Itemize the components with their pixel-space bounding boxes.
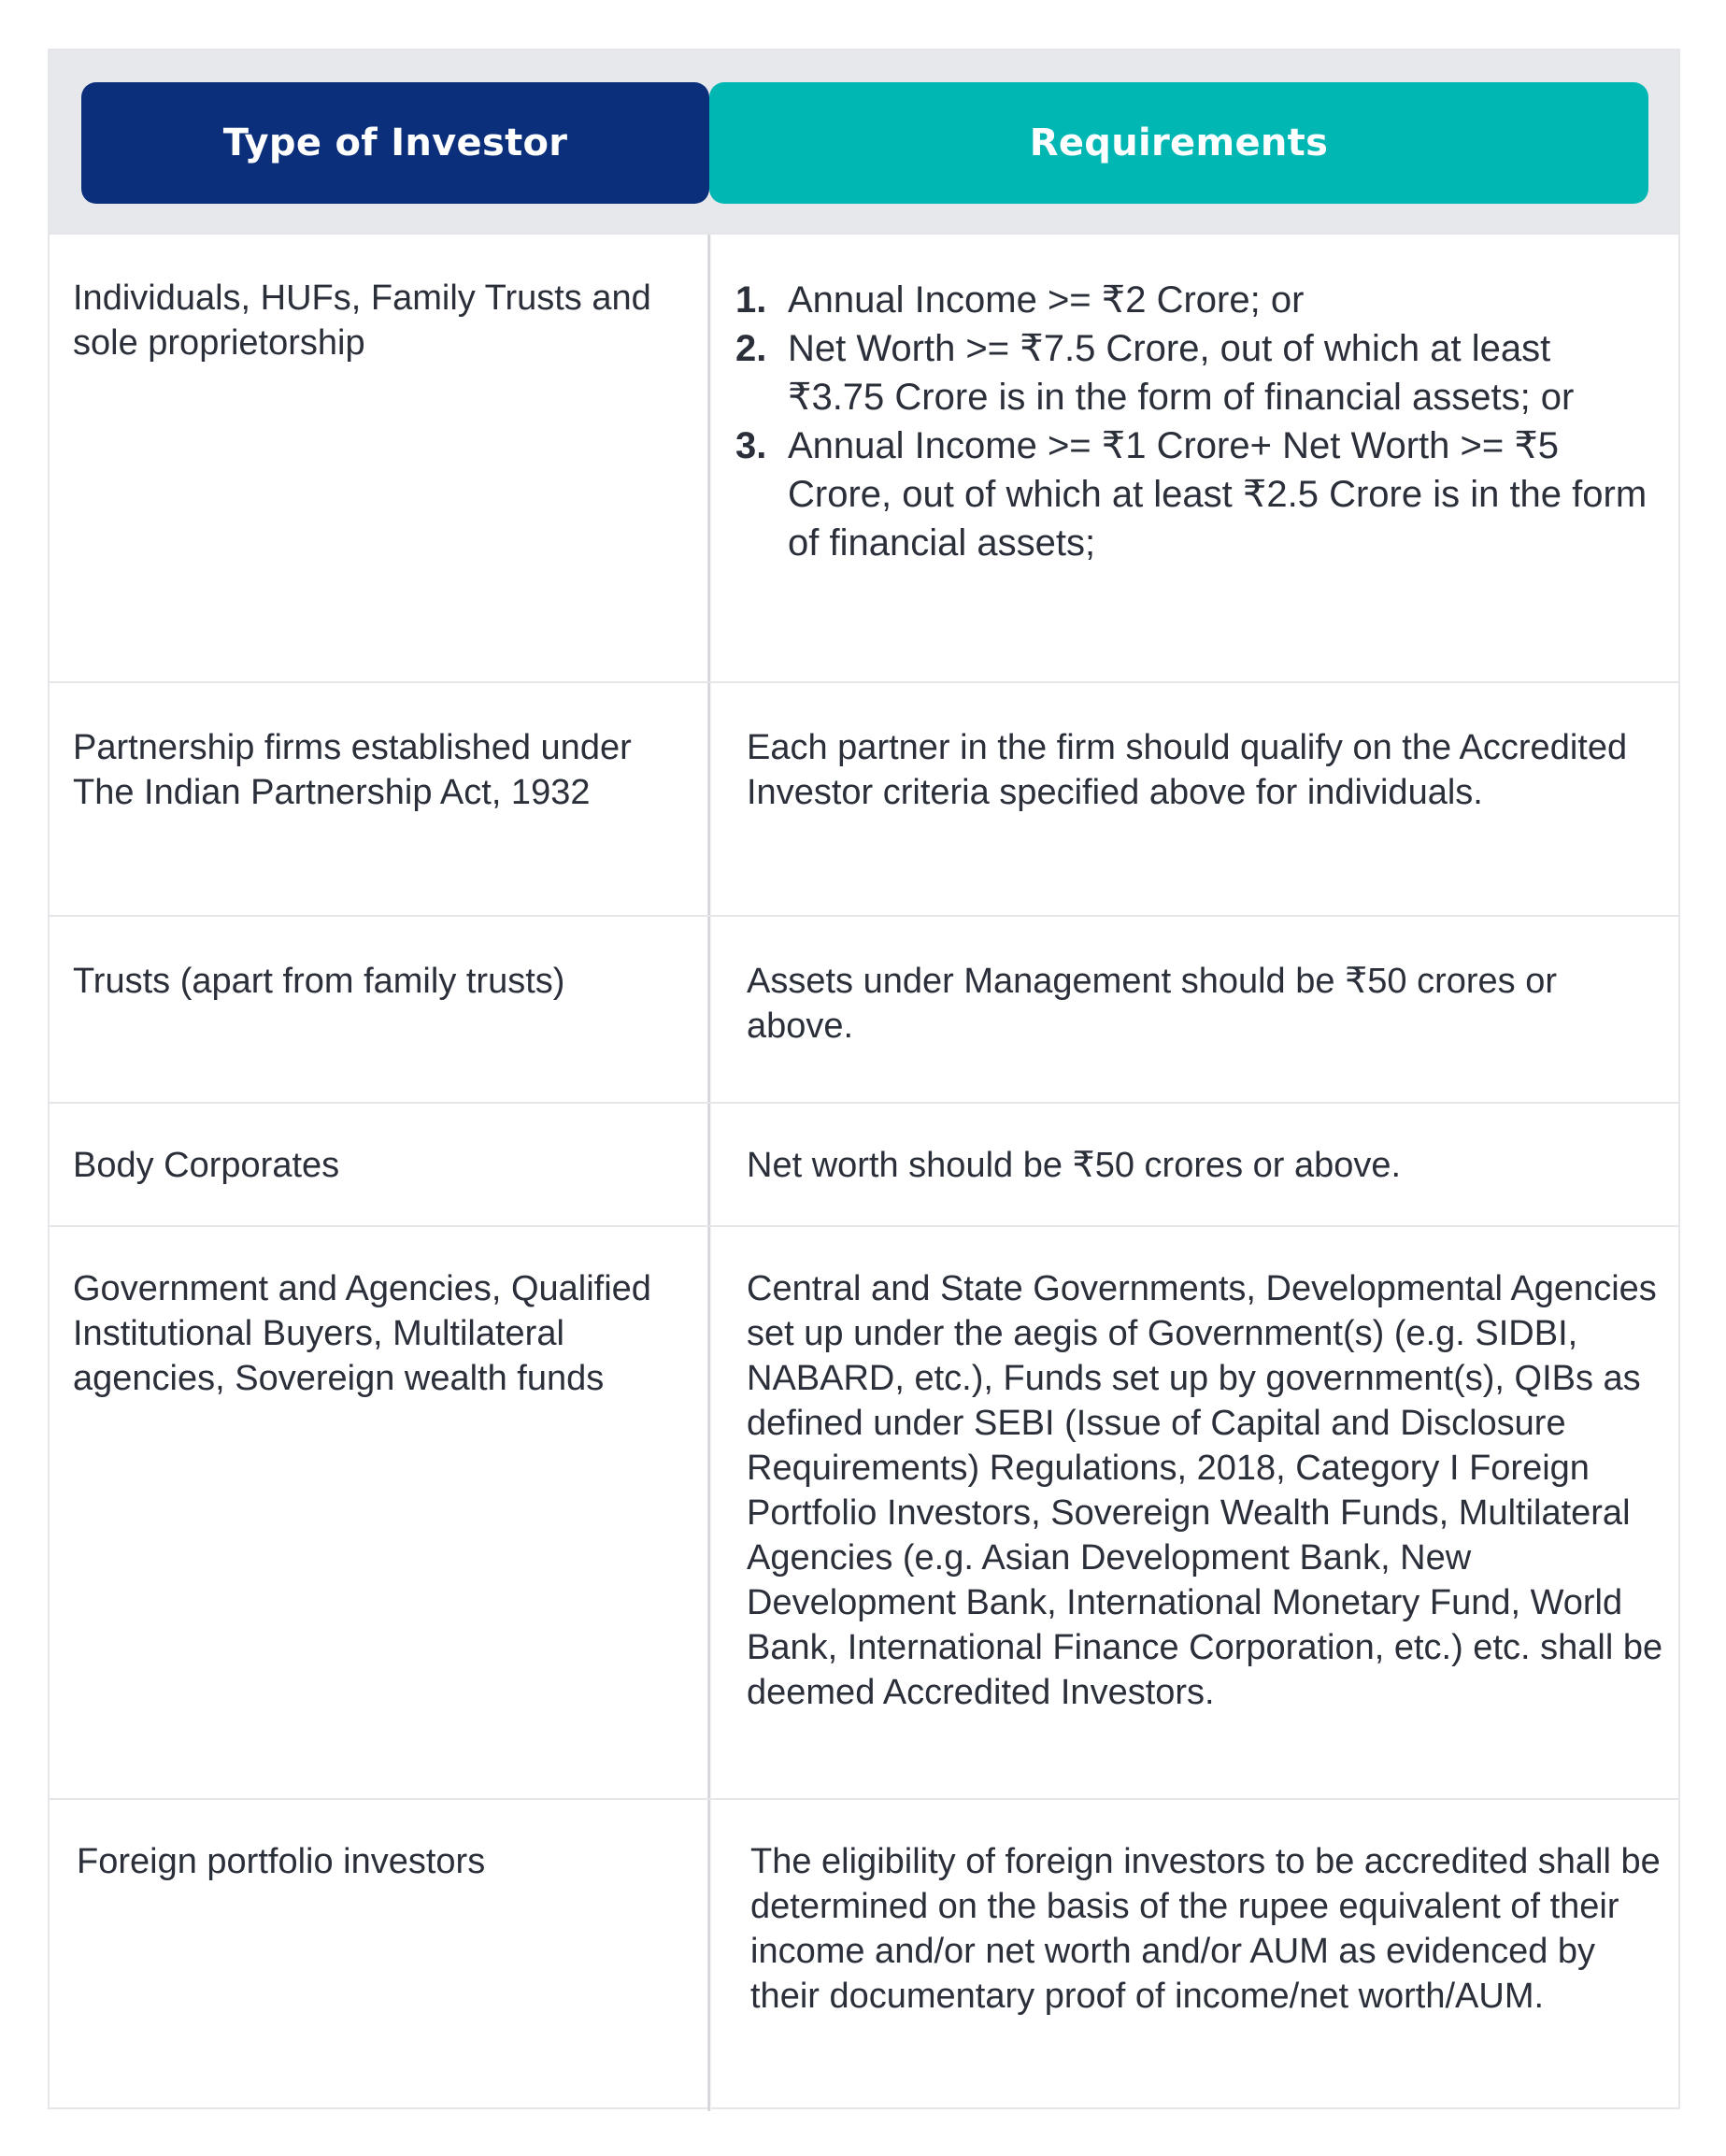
accredited-investor-table [48, 49, 1680, 2109]
requirements-list [735, 276, 1656, 567]
table-header [50, 50, 1678, 233]
investor-type-cell: Foreign portfolio investors [77, 1842, 486, 1881]
requirement-number: 2. [735, 328, 767, 369]
requirements-cell: Central and State Governments, Developmental Agencies set up under the aegis of Government(s) (e.g. SIDBI, NABARD, etc.), Funds set up by government(s), QIBs as defined under SEBI (Issue of Capital and Disclosure Requirements) Regulations, 2018, Category I Foreign Portfolio Investors, Sovereign Wealth Funds, Multilateral Agencies (e.g. Asian Development Bank, New Development Bank, International Monetary Fund, World Bank, International Finance Corporation, etc.) etc. shall be deemed Accredited Investors. [747, 1269, 1663, 1712]
requirement-number: 3. [735, 425, 767, 466]
requirements-cell: Net worth should be ₹50 crores or above. [747, 1146, 1402, 1185]
investor-type-cell: Government and Agencies, Qualified Institutional Buyers, Multilateral agencies, Sovereign wealth funds [73, 1269, 651, 1398]
requirement-number: 1. [735, 279, 767, 321]
table-row [50, 233, 1678, 681]
requirements-cell: Assets under Management should be ₹50 crores or above. [747, 962, 1557, 1046]
table-row [50, 1798, 1678, 2111]
table-row [50, 681, 1678, 915]
requirements-cell: The eligibility of foreign investors to be accredited shall be determined on the basis of the rupee equivalent of their income and/or net worth and/or AUM as evidenced by their documentary proof of income/net worth/AUM. [750, 1842, 1661, 2016]
requirement-item [735, 276, 1656, 324]
investor-type-cell: Individuals, HUFs, Family Trusts and sole proprietorship [73, 278, 651, 363]
header-type-of-investor: Type of Investor [81, 82, 709, 204]
investor-type-cell: Body Corporates [73, 1146, 340, 1185]
requirement-item [735, 421, 1656, 567]
header-requirements: Requirements [709, 82, 1648, 204]
table-row [50, 915, 1678, 1102]
requirements-cell [735, 276, 1656, 567]
requirement-text: Net Worth >= ₹7.5 Crore, out of which at least ₹3.75 Crore is in the form of financial assets; or [788, 328, 1575, 418]
requirement-text: Annual Income >= ₹1 Crore+ Net Worth >= ₹5 Crore, out of which at least ₹2.5 Crore is in the form of financial assets; [788, 425, 1648, 564]
requirement-text: Annual Income >= ₹2 Crore; or [788, 279, 1305, 321]
investor-type-cell: Partnership firms established under The Indian Partnership Act, 1932 [73, 728, 632, 812]
requirement-item [735, 324, 1656, 421]
investor-type-cell: Trusts (apart from family trusts) [73, 962, 565, 1001]
requirements-cell: Each partner in the firm should qualify on the Accredited Investor criteria specified above for individuals. [747, 728, 1628, 812]
table-row [50, 1225, 1678, 1798]
table-row [50, 1102, 1678, 1225]
